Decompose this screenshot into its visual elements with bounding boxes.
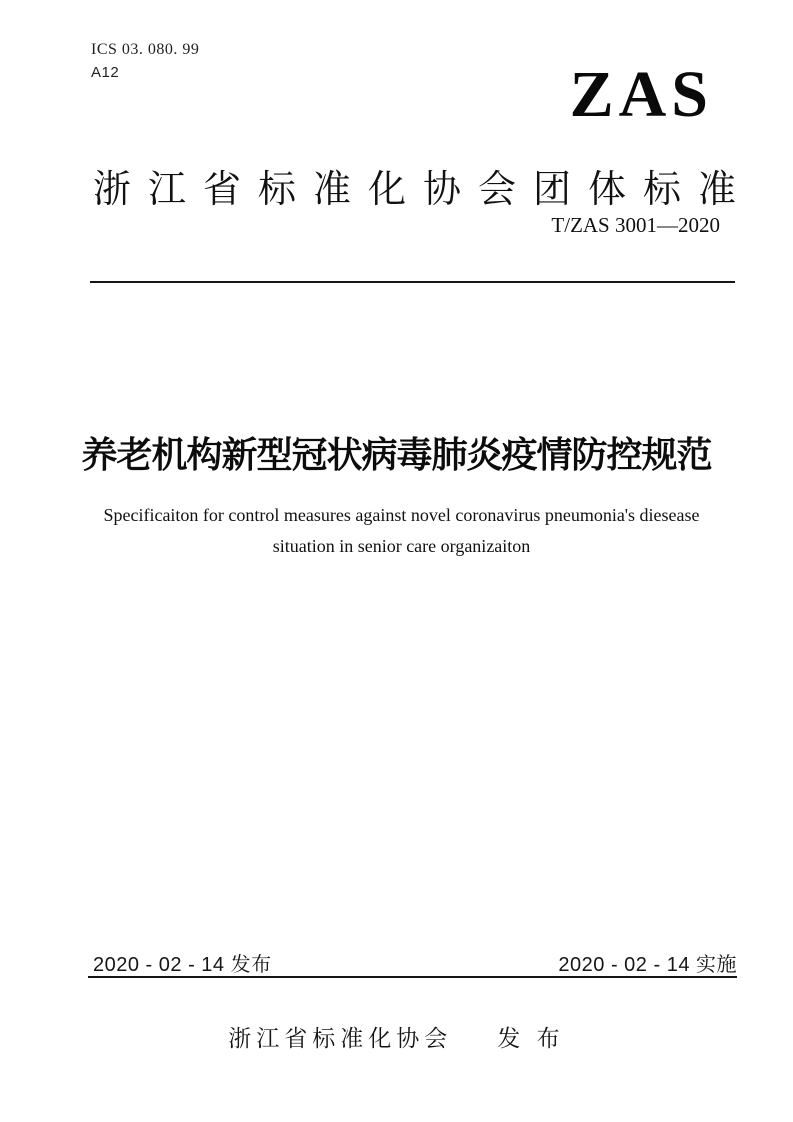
ics-classification-block bbox=[91, 38, 199, 84]
document-title-english-line2: situation in senior care organizaiton bbox=[272, 536, 531, 556]
publish-label: 发 布 bbox=[497, 1025, 565, 1051]
standard-number: T/ZAS 3001—2020 bbox=[551, 213, 720, 237]
publisher-row bbox=[0, 1020, 793, 1053]
publisher-name: 浙江省标准化协会 bbox=[228, 1025, 453, 1051]
org-standard-header: 浙江省标准化协会团体标准 bbox=[93, 169, 754, 211]
document-title-chinese: 养老机构新型冠状病毒肺炎疫情防控规范 bbox=[81, 434, 712, 475]
footer-divider-line bbox=[88, 976, 737, 978]
document-title-english bbox=[80, 500, 723, 562]
document-title-english-line1: Specificaiton for control measures against novel coronavirus pneumonia's diesease bbox=[103, 505, 700, 525]
doc-class-code: A12 bbox=[91, 64, 120, 81]
issue-date: 2020 - 02 - 14 发布 bbox=[93, 954, 272, 976]
header-divider-line bbox=[90, 281, 735, 283]
date-row bbox=[93, 948, 737, 977]
zas-logo: ZAS bbox=[569, 58, 713, 131]
implement-date: 2020 - 02 - 14 实施 bbox=[558, 954, 737, 976]
ics-code: ICS 03. 080. 99 bbox=[91, 41, 200, 58]
